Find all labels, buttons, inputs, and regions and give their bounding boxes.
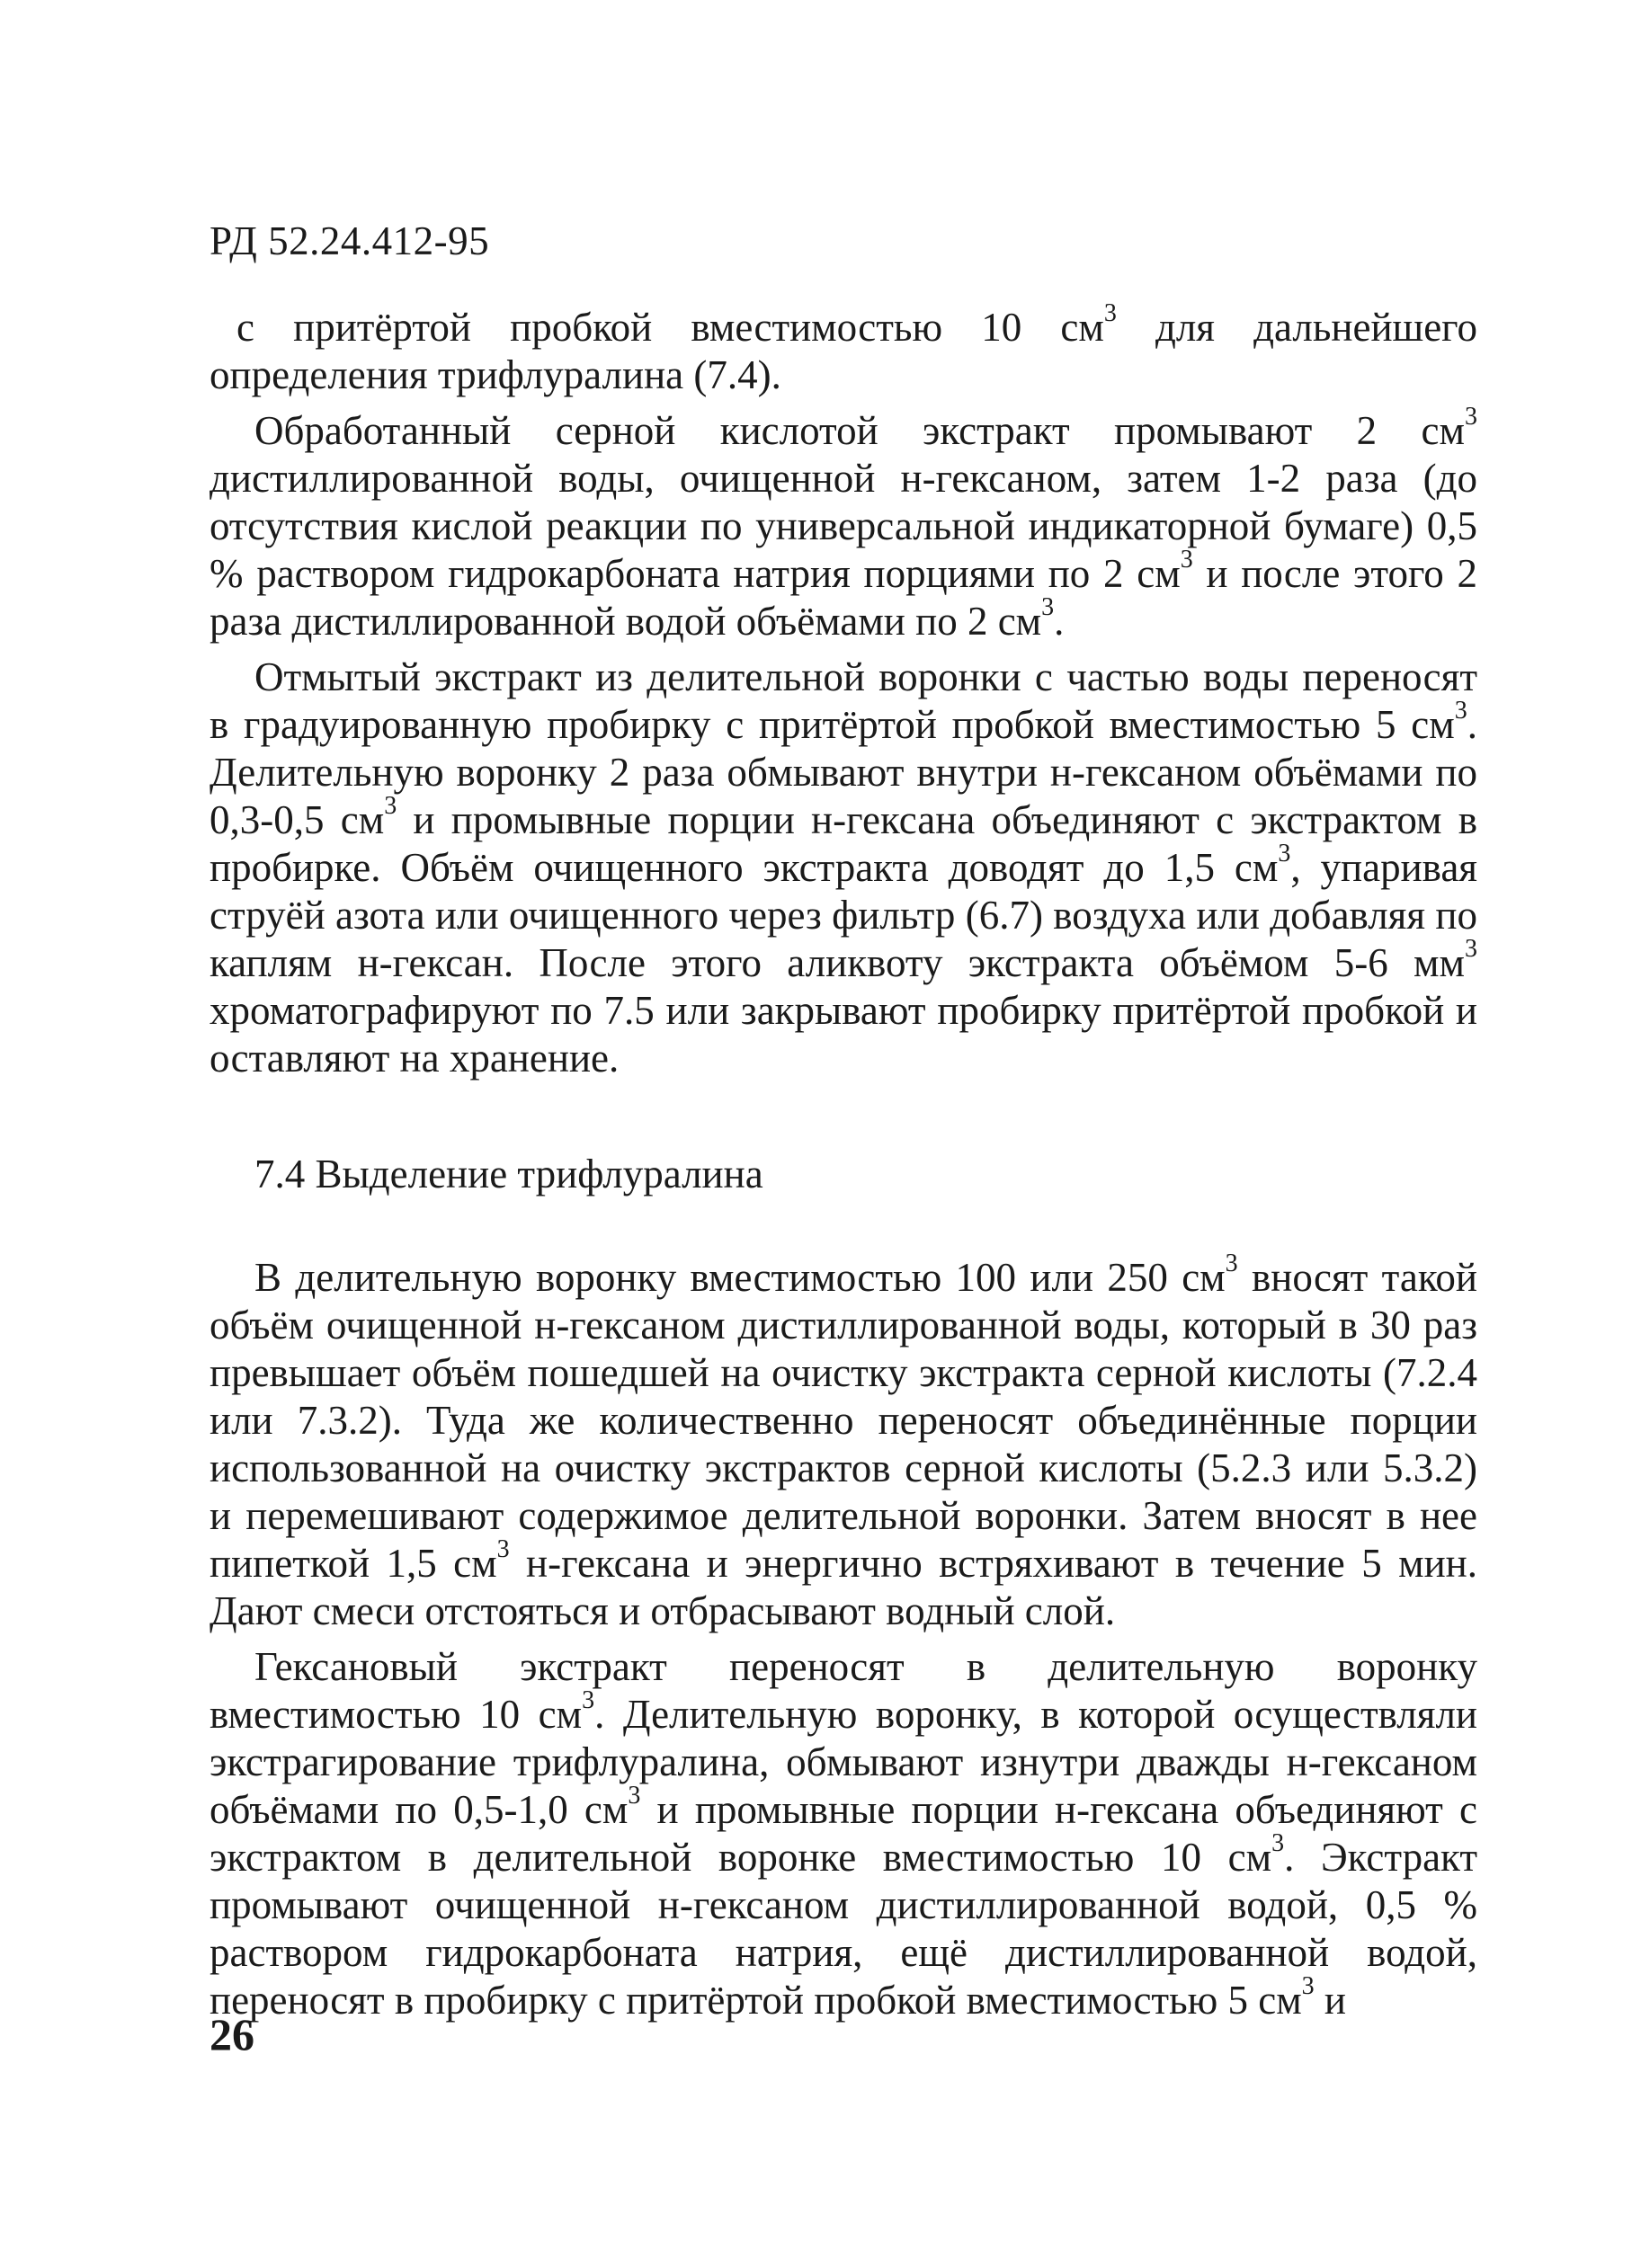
text-run: и [1314,1978,1347,2023]
superscript: 3 [496,1535,510,1563]
superscript: 3 [1301,1972,1315,2000]
superscript: 3 [1465,403,1477,431]
superscript: 3 [1465,935,1477,963]
superscript: 3 [628,1782,641,1810]
superscript: 3 [384,792,397,820]
text-run: с притёртой пробкой вместимостью 10 см [236,305,1104,350]
paragraph-extract-transfer [210,654,1477,1082]
text-run: В делительную воронку вместимостью 100 или 250 см [254,1255,1226,1300]
text-run: и промывные порции н-гексана объединяют с экстрактом в делительной воронке вместимостью 10 см [210,1787,1477,1880]
text-run: . [1054,599,1065,644]
section-title: 7.4 Выделение трифлуралина [254,1152,763,1196]
paragraph-extract-washing [210,403,1477,645]
superscript: 3 [1278,840,1291,867]
text-run: . Делительную воронку 2 раза обмывают внутри н-гексаном объёмами по 0,3-0,5 см [210,702,1477,842]
superscript: 3 [1103,299,1117,327]
text-run: и промывные порции н-гексана объединяют с экстрактом в пробирке. Объём очищенного экстракта доводят до 1,5 см [210,797,1477,890]
document-header: РД 52.24.412-95 [210,218,490,263]
text-run: Обработанный серной кислотой экстракт промывают 2 см [254,408,1465,453]
text-run: для дальнейшего определения трифлуралина (7.4). [210,305,1477,397]
page-body [210,299,1478,2032]
text-run: Отмытый экстракт из делительной воронки с частью воды переносят в градуированную пробирку с притёртой пробкой вместимостью 5 см [210,654,1477,747]
superscript: 3 [1271,1829,1285,1857]
superscript: 3 [582,1686,595,1714]
superscript: 3 [1454,697,1467,725]
paragraph-continued [210,299,1477,399]
text-run: , упаривая струёй азота или очищенного через фильтр (6.7) воздуха или добавляя по каплям н-гексан. После этого аликвоту экстракта объёмом 5-6 мм [210,845,1477,985]
text-run: вносят такой объём очищенной н-гексаном дистиллированной воды, который в 30 раз превышает объём пошедшей на очистку экстракта серной кислоты (7.2.4 или 7.3.2). Туда же количественно переносят объединённые порции использованной на очистку экстрактов серной кислоты (5.2.3 или 5.3.2) и перемешивают содержимое делительной воронки. Затем вносят в нее пипеткой 1,5 см [210,1255,1478,1586]
superscript: 3 [1225,1250,1238,1277]
text-run: и после этого 2 раза дистиллированной водой объёмами по 2 см [210,551,1477,644]
text-run: дистиллированной воды, очищенной н-гексаном, затем 1-2 раза (до отсутствия кислой реакции по универсальной индикаторной бумаге) 0,5 % раствором гидрокарбоната натрия порциями по 2 см [210,456,1477,596]
text-run: . Экстракт промывают очищенной н-гексаном дистиллированной водой, 0,5 % раствором гидрокарбоната натрия, ещё дистиллированной водой, переносят в пробирку с притёртой пробкой вместимостью 5 см [210,1835,1477,2023]
text-run: . Делительную воронку, в которой осуществляли экстрагирование трифлуралина, обмывают изнутри дважды н-гексаном объёмами по 0,5-1,0 см [210,1692,1477,1832]
page-number: 26 [210,2009,254,2059]
text-run: Гексановый экстракт переносят в делительную воронку вместимостью 10 см [210,1644,1477,1737]
text-run: н-гексана и энергично встряхивают в течение 5 мин. Дают смеси отстояться и отбрасывают водный слой. [210,1541,1478,1633]
superscript: 3 [1180,546,1193,574]
paragraph-hexane-extract [210,1643,1477,2024]
text-run: хроматографируют по 7.5 или закрывают пробирку притёртой пробкой и оставляют на хранение. [210,988,1477,1081]
paragraph-separation [210,1250,1478,1635]
superscript: 3 [1041,593,1055,621]
